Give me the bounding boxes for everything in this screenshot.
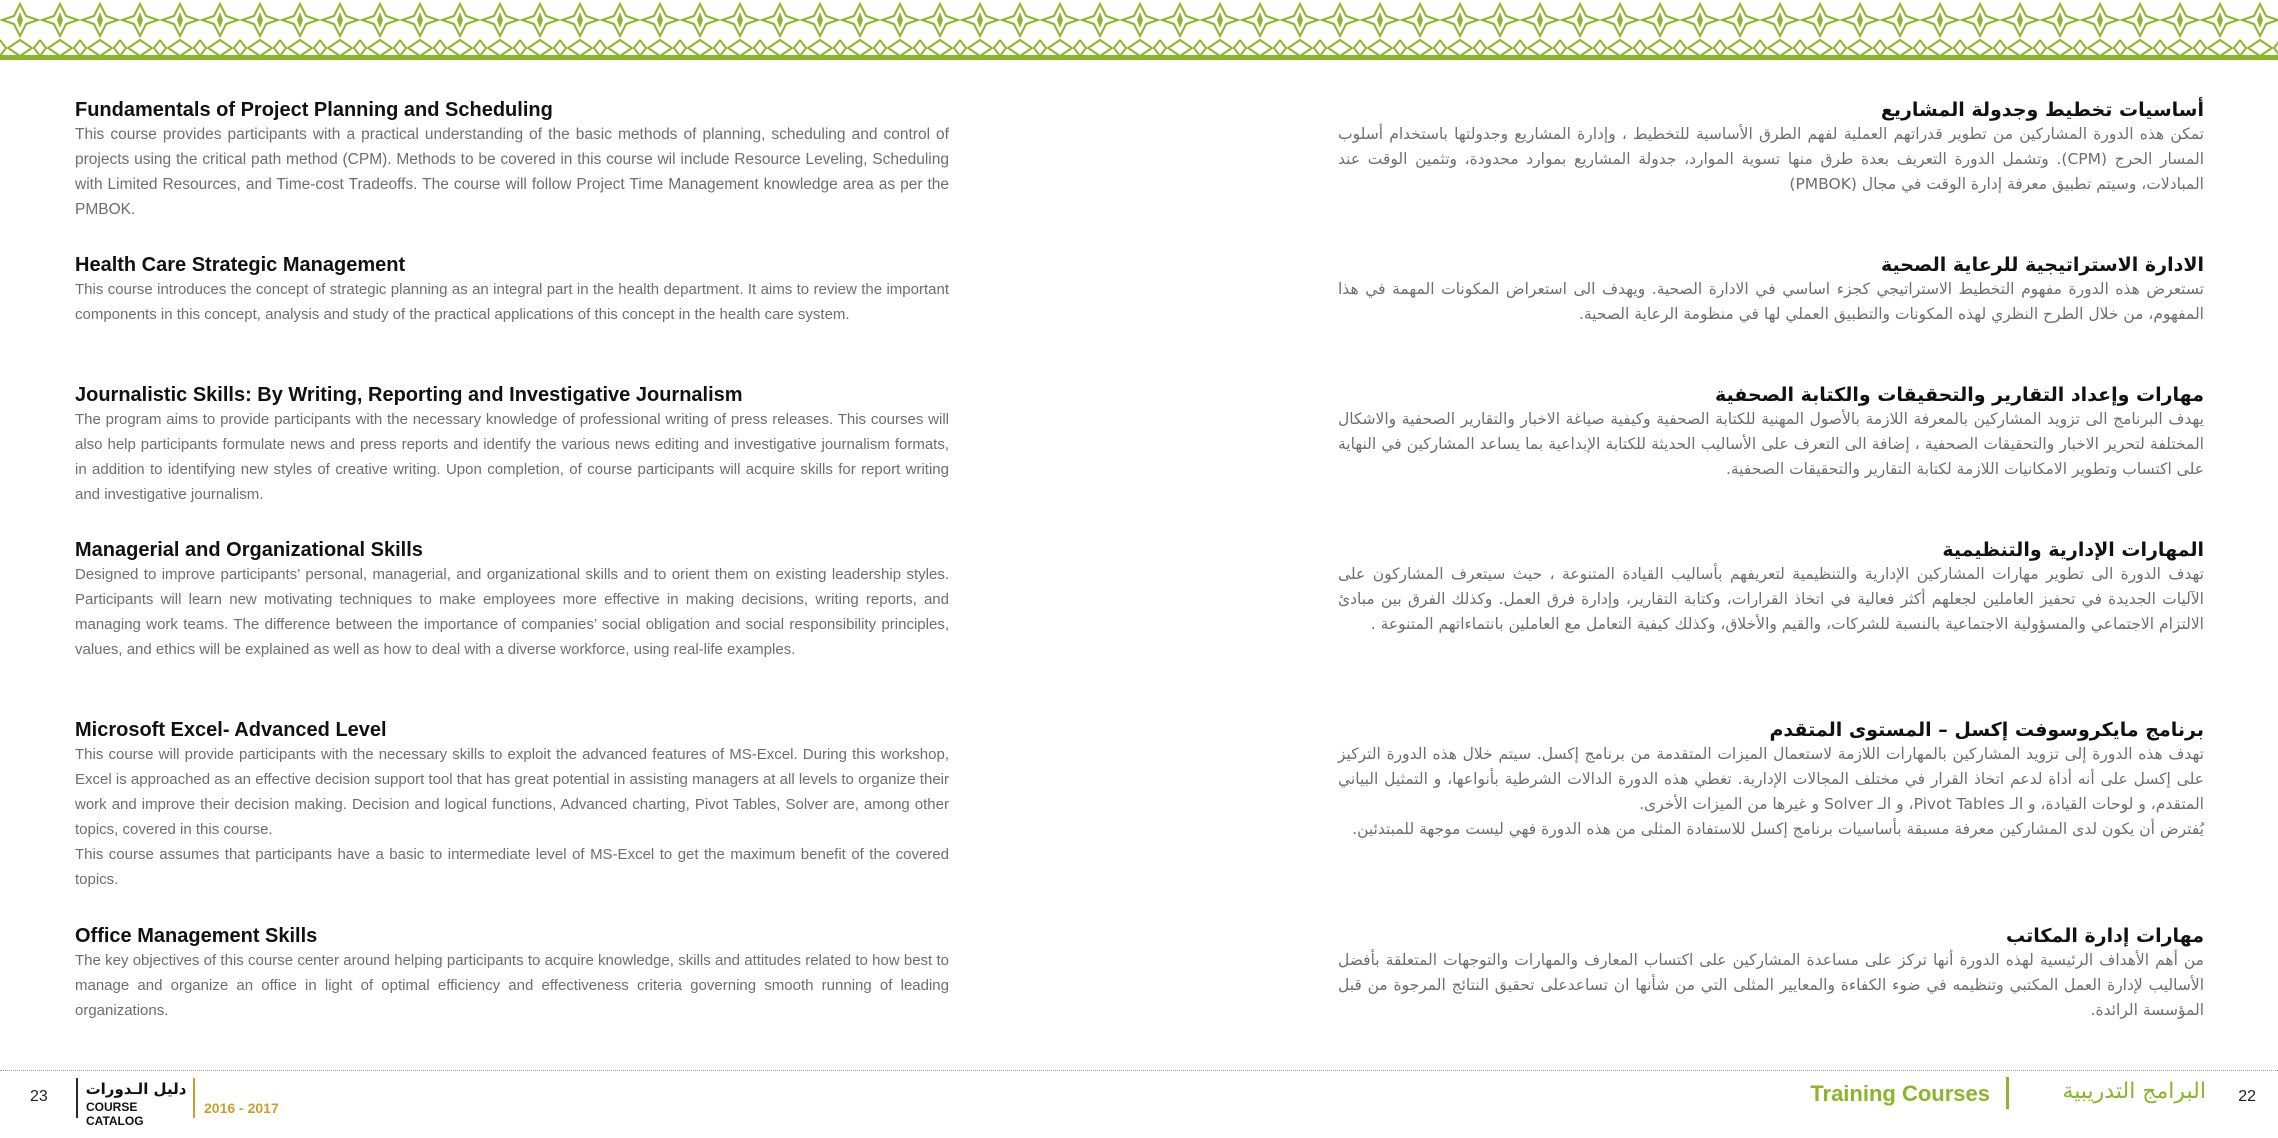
page-number-left: 23 — [30, 1088, 48, 1105]
course-excel-advanced-ar — [1338, 718, 2204, 842]
course-description: This course provides participants with a practical understanding of the basic methods of planning, scheduling and control of projects using the critical path method (CPM). Methods to be covered in this course wil include Resource Leveling, Scheduling with Limited Resources, and Time-cost Tradeoffs. The course will follow Project Time Management knowledge area as per the PMBOK. — [75, 126, 949, 218]
course-description: This course will provide participants with the necessary skills to exploit the advanced features of MS-Excel. During this workshop, Excel is approached as an effective decision support tool that has great potential in assisting managers at all levels to organize their work and improve their decision making. Decision and logical functions, Advanced charting, Pivot Tables, Solver are, among other topics, covered in this course. — [75, 746, 949, 838]
footer-dotted-rule — [0, 1070, 2278, 1071]
course-description: تستعرض هذه الدورة مفهوم التخطيط الاستراتيجي كجزء اساسي في الادارة الصحية. ويهدف الى استعراض المكونات المهمة في هذا المفهوم، من خلال الطرح النظري لهذه المكونات والتطبيق العملي لها في منظومة الرعاية الصحية. — [1338, 280, 2204, 323]
course-title: Journalistic Skills: By Writing, Reporting and Investigative Journalism — [75, 384, 743, 406]
course-description: تهدف هذه الدورة إلى تزويد المشاركين بالمهارات اللازمة لاستعمال الميزات المتقدمة من برنامج إكسل. سيتم خلال هذه الدورة التركيز على إكسل على أنه أداة لدعم اتخاذ القرار في مختلف المجالات الإدارية. تغطي هذه الدورة الدالات الشرطية بأنواعها، و التمثيل البياني المتقدم، و لوحات القيادة، و الـ Pivot Tables، و الـ Solver و غيرها من الميزات الأخرى. — [1338, 745, 2204, 813]
course-description: يهدف البرنامج الى تزويد المشاركين بالمعرفة اللازمة بالأصول المهنية للكتابة الصحفية وكيفية صياغة الاخبار والتقارير الصحفية والاشكال المختلفة لتحرير الاخبار والتحقيقات الصحفية ، إضافة الى التعرف على الأساليب الحديثة للكتابة الإبداعية بما يساعد المشاركين في النهاية على اكتساب وتطوير الامكانيات اللازمة لكتابة التقارير والتحقيقات الصحفية. — [1338, 410, 2204, 478]
course-managerial-skills-ar — [1338, 538, 2204, 637]
course-excel-advanced — [75, 718, 949, 892]
decorative-pattern-band — [0, 0, 2278, 60]
course-title: برنامج مايكروسوفت إكسل – المستوى المتقدم — [1769, 719, 2204, 741]
course-project-planning-ar — [1338, 98, 2204, 197]
course-title: Fundamentals of Project Planning and Scheduling — [75, 99, 553, 121]
footer-divider — [76, 1078, 78, 1118]
course-office-management — [75, 924, 949, 1023]
training-courses-heading-arabic: البرامج التدريبية — [2062, 1079, 2206, 1104]
course-title: المهارات الإدارية والتنظيمية — [1942, 539, 2204, 561]
catalog-years: 2016 - 2017 — [204, 1100, 279, 1116]
course-title: مهارات إدارة المكاتب — [2006, 925, 2204, 947]
course-description: Designed to improve participants’ personal, managerial, and organizational skills and to orient them on existing leadership styles. Participants will learn new motivating techniques to make employees more effective in making decisions, writing reports, and managing work teams. The difference between the importance of companies’ social obligation and social responsibility principles, values, and ethics will be explained as well as how to deal with a diverse workforce, using real-life examples. — [75, 566, 949, 658]
course-office-management-ar — [1338, 924, 2204, 1023]
course-description-note: This course assumes that participants have a basic to intermediate level of MS-Excel to get the maximum benefit of the covered topics. — [75, 846, 949, 888]
course-title: Health Care Strategic Management — [75, 254, 406, 276]
course-managerial-skills — [75, 538, 949, 662]
course-description: The key objectives of this course center around helping participants to acquire knowledge, skills and attitudes related to how best to manage and organize an office in light of optimal efficiency and effectiveness criteria governing smooth running of leading organizations. — [75, 952, 949, 1019]
course-description: من أهم الأهداف الرئيسية لهذه الدورة أنها تركز على مساعدة المشاركين على اكتساب المعارف والمهارات والتوجهات المتعلقة بأفضل الأساليب لإدارة العمل المكتبي وتنظيمه في ضوء الكفاءة والمعايير المثلى التي من شأنها ان تساعدعلى تحقيق النتائج المرجوة من قبل المؤسسة الرائدة. — [1338, 951, 2204, 1019]
course-description: This course introduces the concept of strategic planning as an integral part in the health department. It aims to review the important components in this concept, analysis and study of the practical applications of this concept in the health care system. — [75, 281, 949, 323]
page-number-right: 22 — [2238, 1088, 2256, 1105]
course-title: Microsoft Excel- Advanced Level — [75, 719, 387, 741]
course-description: The program aims to provide participants with the necessary knowledge of professional writing of press releases. This courses will also help participants formulate news and press reports and identify the various news editing and investigative journalism formats, in addition to identifying new styles of creative writing. Upon completion, of course participants will acquire skills for report writing and investigative journalism. — [75, 411, 949, 503]
course-title: Managerial and Organizational Skills — [75, 539, 423, 561]
footer-year-divider — [193, 1078, 195, 1118]
course-journalistic-skills-ar — [1338, 383, 2204, 482]
course-description: تمكن هذه الدورة المشاركين من تطوير قدراتهم العملية لفهم الطرق الأساسية للتخطيط ، وإدارة المشاريع وجدولتها باستخدام أسلوب المسار الحرج (CPM). وتشمل الدورة التعريف بعدة طرق منها تسوية الموارد، جدولة المشاريع بموارد محدودة، وتثمين الوقت عند المبادلات، وسيتم تطبيق معرفة إدارة الوقت في مجال (PMBOK) — [1338, 125, 2204, 193]
course-journalistic-skills — [75, 383, 949, 507]
course-title: مهارات وإعداد التقارير والتحقيقات والكتابة الصحفية — [1714, 384, 2204, 406]
course-title: الادارة الاستراتيجية للرعاية الصحية — [1880, 254, 2204, 276]
course-health-care — [75, 253, 949, 327]
course-description: تهدف الدورة الى تطوير مهارات المشاركين الإدارية والتنظيمية لتعريفهم بأساليب القيادة المتنوعة ، حيث سيتعرف المشاركون على الآليات الجديدة في تحفيز العاملين لجعلهم أكثر فعالية في اتخاذ القرارات، وكتابة التقارير، وإدارة فرق العمل. وكذلك الفرق بين مبادئ الالتزام الاجتماعي والمسؤولية الاجتماعية بالنسبة للشركات، والقيم والأخلاق، وكذلك كيفية التعامل مع العاملين بانتماءاتهم المتنوعة . — [1338, 565, 2204, 633]
course-title: Office Management Skills — [75, 925, 318, 947]
training-courses-heading: Training Courses — [1810, 1081, 1990, 1106]
course-health-care-ar — [1338, 253, 2204, 327]
course-title: أساسيات تخطيط وجدولة المشاريع — [1880, 99, 2204, 121]
course-catalog-label: COURSE CATALOG — [86, 1100, 144, 1128]
footer-green-divider — [2006, 1077, 2009, 1109]
course-catalog-arabic: دليل الـدورات — [85, 1080, 187, 1098]
course-project-planning — [75, 98, 949, 222]
course-description-note: يُفترض أن يكون لدى المشاركين معرفة مسبقة بأساسيات برنامج إكسل للاستفادة المثلى من هذه الدورة فهي ليست موجهة للمبتدئين. — [1352, 820, 2204, 838]
